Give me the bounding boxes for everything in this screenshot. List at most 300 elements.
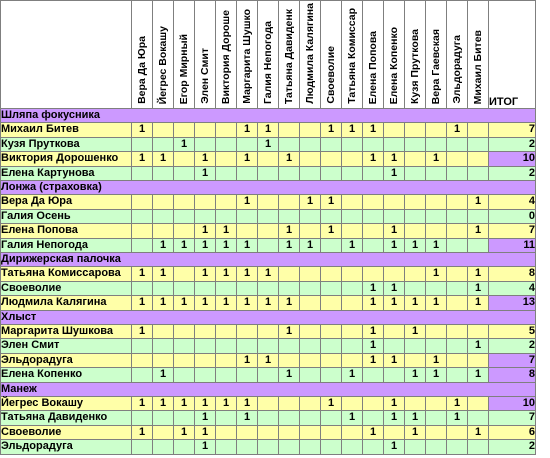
column-header (216, 1, 237, 109)
vote-cell (321, 267, 342, 282)
vote-cell (447, 425, 468, 440)
vote-cell: 1 (363, 425, 384, 440)
vote-cell (216, 281, 237, 296)
column-header (468, 1, 489, 109)
vote-cell (216, 411, 237, 426)
column-header-label: Эльдорадуга (450, 35, 463, 104)
row-total: 13 (489, 296, 536, 311)
vote-cell (132, 209, 153, 224)
vote-cell (447, 339, 468, 354)
vote-cell (468, 353, 489, 368)
vote-cell (258, 238, 279, 253)
vote-cell: 1 (195, 440, 216, 455)
vote-cell (447, 238, 468, 253)
row-total: 7 (489, 353, 536, 368)
vote-cell (153, 440, 174, 455)
vote-cell: 1 (258, 267, 279, 282)
vote-cell (195, 195, 216, 210)
vote-cell: 1 (405, 296, 426, 311)
vote-cell: 1 (174, 396, 195, 411)
vote-cell (300, 425, 321, 440)
category-title: Хлыст (1, 310, 536, 324)
vote-cell (300, 296, 321, 311)
vote-cell: 1 (363, 353, 384, 368)
vote-cell (468, 411, 489, 426)
vote-cell (384, 137, 405, 152)
vote-cell (447, 324, 468, 339)
vote-cell (216, 166, 237, 181)
vote-cell (426, 396, 447, 411)
vote-cell (132, 353, 153, 368)
vote-cell (405, 195, 426, 210)
vote-cell: 1 (426, 267, 447, 282)
vote-cell (153, 224, 174, 239)
vote-cell (321, 137, 342, 152)
vote-cell (342, 267, 363, 282)
vote-cell (258, 324, 279, 339)
row-total: 2 (489, 166, 536, 181)
vote-cell: 1 (321, 396, 342, 411)
vote-cell (279, 353, 300, 368)
vote-cell (237, 209, 258, 224)
column-header (279, 1, 300, 109)
vote-cell (237, 339, 258, 354)
table-row (1, 296, 536, 311)
vote-cell (447, 166, 468, 181)
table-row (1, 123, 536, 138)
vote-cell (258, 209, 279, 224)
vote-cell (426, 281, 447, 296)
vote-cell: 1 (342, 411, 363, 426)
vote-cell (363, 238, 384, 253)
vote-cell (300, 440, 321, 455)
vote-cell (426, 411, 447, 426)
vote-cell: 1 (237, 152, 258, 167)
vote-cell: 1 (216, 224, 237, 239)
column-header-label: Татьяна Комиссар (345, 8, 358, 104)
row-name: Елена Попова (1, 224, 132, 239)
vote-cell (384, 195, 405, 210)
vote-cell: 1 (195, 238, 216, 253)
column-header-label: Вера Гаевская (429, 28, 442, 104)
vote-cell: 1 (153, 267, 174, 282)
vote-cell (384, 425, 405, 440)
vote-cell (426, 324, 447, 339)
vote-cell: 1 (132, 396, 153, 411)
column-header (384, 1, 405, 109)
vote-cell (447, 195, 468, 210)
vote-cell: 1 (153, 368, 174, 383)
vote-cell (405, 440, 426, 455)
vote-cell (447, 296, 468, 311)
vote-cell (279, 396, 300, 411)
vote-cell: 1 (384, 281, 405, 296)
vote-cell (279, 339, 300, 354)
vote-cell (426, 209, 447, 224)
vote-cell (279, 267, 300, 282)
vote-cell (258, 368, 279, 383)
vote-cell (384, 368, 405, 383)
category-title: Лонжа (страховка) (1, 181, 536, 195)
table-row (1, 137, 536, 152)
row-name: Виктория Дорошенко (1, 152, 132, 167)
category-title: Манеж (1, 382, 536, 396)
vote-cell (216, 425, 237, 440)
vote-cell (300, 209, 321, 224)
row-name: Эльдорадуга (1, 440, 132, 455)
row-name: Вера Да Юра (1, 195, 132, 210)
vote-cell (468, 123, 489, 138)
vote-cell (468, 396, 489, 411)
vote-cell: 1 (258, 296, 279, 311)
row-total: 4 (489, 195, 536, 210)
vote-cell: 1 (468, 281, 489, 296)
vote-cell (447, 152, 468, 167)
vote-cell (132, 339, 153, 354)
vote-cell: 1 (426, 238, 447, 253)
vote-cell (405, 339, 426, 354)
vote-cell (258, 411, 279, 426)
column-header-label: Елена Копенко (387, 26, 400, 104)
vote-cell (132, 195, 153, 210)
row-total: 7 (489, 123, 536, 138)
vote-cell (363, 368, 384, 383)
vote-cell (195, 353, 216, 368)
vote-cell: 1 (405, 324, 426, 339)
vote-cell: 1 (174, 296, 195, 311)
column-header-label: Кузя Пруткова (408, 29, 421, 104)
vote-cell (174, 281, 195, 296)
vote-cell (363, 396, 384, 411)
column-header (237, 1, 258, 109)
vote-cell (258, 396, 279, 411)
column-header (300, 1, 321, 109)
column-header (132, 1, 153, 109)
vote-cell (321, 353, 342, 368)
vote-cell: 1 (237, 353, 258, 368)
vote-cell (132, 281, 153, 296)
vote-cell (153, 195, 174, 210)
vote-cell (216, 137, 237, 152)
vote-cell: 1 (426, 296, 447, 311)
row-total: 2 (489, 137, 536, 152)
table-row (1, 209, 536, 224)
vote-cell (237, 425, 258, 440)
row-name: Людмила Калягина (1, 296, 132, 311)
vote-cell: 1 (279, 152, 300, 167)
row-name: Своеволие (1, 281, 132, 296)
row-total: 10 (489, 152, 536, 167)
vote-cell (300, 368, 321, 383)
column-header (447, 1, 468, 109)
vote-cell (237, 368, 258, 383)
table-row (1, 324, 536, 339)
table-row (1, 238, 536, 253)
vote-cell (405, 152, 426, 167)
vote-cell: 1 (132, 296, 153, 311)
vote-cell: 1 (195, 425, 216, 440)
vote-cell (153, 209, 174, 224)
vote-cell: 1 (174, 137, 195, 152)
vote-cell (174, 324, 195, 339)
row-total: 8 (489, 267, 536, 282)
vote-cell (384, 339, 405, 354)
vote-cell (216, 123, 237, 138)
vote-cell (279, 209, 300, 224)
category-row (1, 382, 536, 396)
vote-cell (300, 339, 321, 354)
vote-cell (384, 209, 405, 224)
vote-cell (258, 440, 279, 455)
table-row (1, 440, 536, 455)
column-header-label: Егор Мирный (177, 33, 190, 104)
vote-cell: 1 (237, 238, 258, 253)
vote-cell (216, 324, 237, 339)
vote-cell (300, 411, 321, 426)
table-row (1, 396, 536, 411)
vote-cell (405, 137, 426, 152)
vote-cell: 1 (468, 425, 489, 440)
vote-cell: 1 (468, 224, 489, 239)
row-name: Кузя Пруткова (1, 137, 132, 152)
vote-cell: 1 (321, 224, 342, 239)
vote-cell (405, 209, 426, 224)
vote-cell: 1 (237, 396, 258, 411)
vote-cell: 1 (300, 195, 321, 210)
vote-cell (405, 123, 426, 138)
vote-cell (342, 281, 363, 296)
vote-cell (300, 281, 321, 296)
row-name: Маргарита Шушкова (1, 324, 132, 339)
vote-cell: 1 (132, 152, 153, 167)
vote-cell (216, 353, 237, 368)
vote-cell (468, 152, 489, 167)
vote-cell (426, 137, 447, 152)
table-row (1, 353, 536, 368)
vote-cell (363, 195, 384, 210)
vote-cell (447, 368, 468, 383)
vote-cell (426, 440, 447, 455)
vote-cell (153, 411, 174, 426)
vote-cell (405, 267, 426, 282)
vote-cell (426, 195, 447, 210)
vote-cell: 1 (216, 267, 237, 282)
row-name: Элен Смит (1, 339, 132, 354)
column-header-label: Элен Смит (198, 48, 211, 104)
vote-cell (300, 152, 321, 167)
vote-cell (237, 440, 258, 455)
row-total: 7 (489, 224, 536, 239)
vote-cell (321, 296, 342, 311)
row-name: Своеволие (1, 425, 132, 440)
vote-cell: 1 (237, 123, 258, 138)
column-header-label: Михаил Битев (471, 29, 484, 104)
vote-cell (363, 166, 384, 181)
vote-cell: 1 (195, 396, 216, 411)
vote-cell (363, 137, 384, 152)
vote-cell (279, 411, 300, 426)
vote-cell: 1 (132, 123, 153, 138)
vote-cell (279, 425, 300, 440)
column-header (426, 1, 447, 109)
vote-cell (342, 396, 363, 411)
column-header (258, 1, 279, 109)
row-total: 2 (489, 339, 536, 354)
vote-cell (405, 166, 426, 181)
vote-cell (426, 224, 447, 239)
vote-cell: 1 (363, 281, 384, 296)
vote-cell: 1 (279, 238, 300, 253)
row-total: 0 (489, 209, 536, 224)
vote-cell (174, 411, 195, 426)
vote-cell (405, 224, 426, 239)
column-header (174, 1, 195, 109)
vote-cell (300, 324, 321, 339)
vote-cell: 1 (195, 224, 216, 239)
vote-cell (447, 137, 468, 152)
vote-cell: 1 (384, 440, 405, 455)
vote-cell: 1 (216, 296, 237, 311)
vote-cell (237, 324, 258, 339)
vote-cell: 1 (237, 411, 258, 426)
vote-cell (195, 324, 216, 339)
vote-cell (342, 324, 363, 339)
vote-cell (279, 166, 300, 181)
vote-cell (321, 238, 342, 253)
vote-cell (447, 353, 468, 368)
vote-cell (363, 440, 384, 455)
column-header (195, 1, 216, 109)
vote-cell (195, 368, 216, 383)
vote-cell (363, 209, 384, 224)
vote-cell (363, 224, 384, 239)
vote-cell (468, 209, 489, 224)
vote-cell (447, 440, 468, 455)
category-row (1, 181, 536, 195)
row-total: 10 (489, 396, 536, 411)
row-total: 11 (489, 238, 536, 253)
vote-cell (363, 267, 384, 282)
vote-cell (300, 267, 321, 282)
row-name: Елена Копенко (1, 368, 132, 383)
vote-cell (300, 396, 321, 411)
vote-cell (132, 368, 153, 383)
vote-cell (174, 353, 195, 368)
vote-cell (153, 425, 174, 440)
row-total: 8 (489, 368, 536, 383)
vote-cell (321, 324, 342, 339)
vote-cell: 1 (174, 425, 195, 440)
vote-cell (258, 281, 279, 296)
vote-cell (342, 296, 363, 311)
vote-cell (468, 440, 489, 455)
vote-cell: 1 (384, 224, 405, 239)
vote-cell: 1 (468, 195, 489, 210)
vote-cell (468, 137, 489, 152)
vote-cell (321, 209, 342, 224)
vote-cell (216, 209, 237, 224)
row-total: 4 (489, 281, 536, 296)
vote-cell (258, 152, 279, 167)
vote-cell (132, 238, 153, 253)
vote-cell: 1 (405, 368, 426, 383)
vote-cell: 1 (258, 137, 279, 152)
vote-cell (468, 238, 489, 253)
vote-cell: 1 (237, 296, 258, 311)
vote-cell (342, 195, 363, 210)
vote-cell: 1 (321, 123, 342, 138)
vote-cell: 1 (300, 238, 321, 253)
column-header-label: Галия Непогода (261, 20, 274, 104)
corner-cell (1, 1, 132, 109)
vote-cell (195, 123, 216, 138)
vote-cell: 1 (195, 267, 216, 282)
vote-cell (447, 209, 468, 224)
vote-cell (153, 137, 174, 152)
vote-cell: 1 (153, 296, 174, 311)
vote-cell (342, 224, 363, 239)
vote-cell (216, 195, 237, 210)
vote-cell (342, 425, 363, 440)
vote-cell (132, 137, 153, 152)
vote-cell (153, 324, 174, 339)
row-name: Елена Картунова (1, 166, 132, 181)
vote-cell (300, 166, 321, 181)
row-name: Татьяна Давиденко (1, 411, 132, 426)
column-header-label: Йегрес Вокашу (156, 25, 169, 104)
vote-cell: 1 (216, 238, 237, 253)
vote-cell: 1 (153, 152, 174, 167)
vote-cell (447, 267, 468, 282)
vote-cell (153, 281, 174, 296)
vote-cell: 1 (174, 238, 195, 253)
vote-cell (279, 137, 300, 152)
column-header-label: Людмила Калягина (303, 3, 316, 104)
vote-cell: 1 (363, 324, 384, 339)
vote-cell (426, 166, 447, 181)
vote-cell: 1 (384, 353, 405, 368)
table-row (1, 267, 536, 282)
category-row (1, 253, 536, 267)
vote-cell (174, 123, 195, 138)
vote-cell: 1 (468, 267, 489, 282)
vote-cell (321, 339, 342, 354)
row-name: Йегрес Вокашу (1, 396, 132, 411)
table-row (1, 195, 536, 210)
vote-cell (174, 339, 195, 354)
vote-cell: 1 (195, 296, 216, 311)
vote-cell (258, 339, 279, 354)
vote-cell: 1 (468, 339, 489, 354)
table-row (1, 224, 536, 239)
column-header-label: Елена Попова (366, 30, 379, 104)
vote-cell: 1 (384, 166, 405, 181)
vote-cell: 1 (447, 396, 468, 411)
vote-cell: 1 (279, 224, 300, 239)
vote-cell (174, 195, 195, 210)
vote-cell: 1 (405, 425, 426, 440)
vote-cell (321, 368, 342, 383)
vote-cell (216, 339, 237, 354)
vote-cell (174, 152, 195, 167)
vote-cell (300, 224, 321, 239)
vote-cell: 1 (447, 123, 468, 138)
vote-cell: 1 (468, 296, 489, 311)
vote-cell: 1 (447, 411, 468, 426)
vote-cell (258, 425, 279, 440)
header-row (1, 1, 536, 109)
vote-cell: 1 (363, 123, 384, 138)
